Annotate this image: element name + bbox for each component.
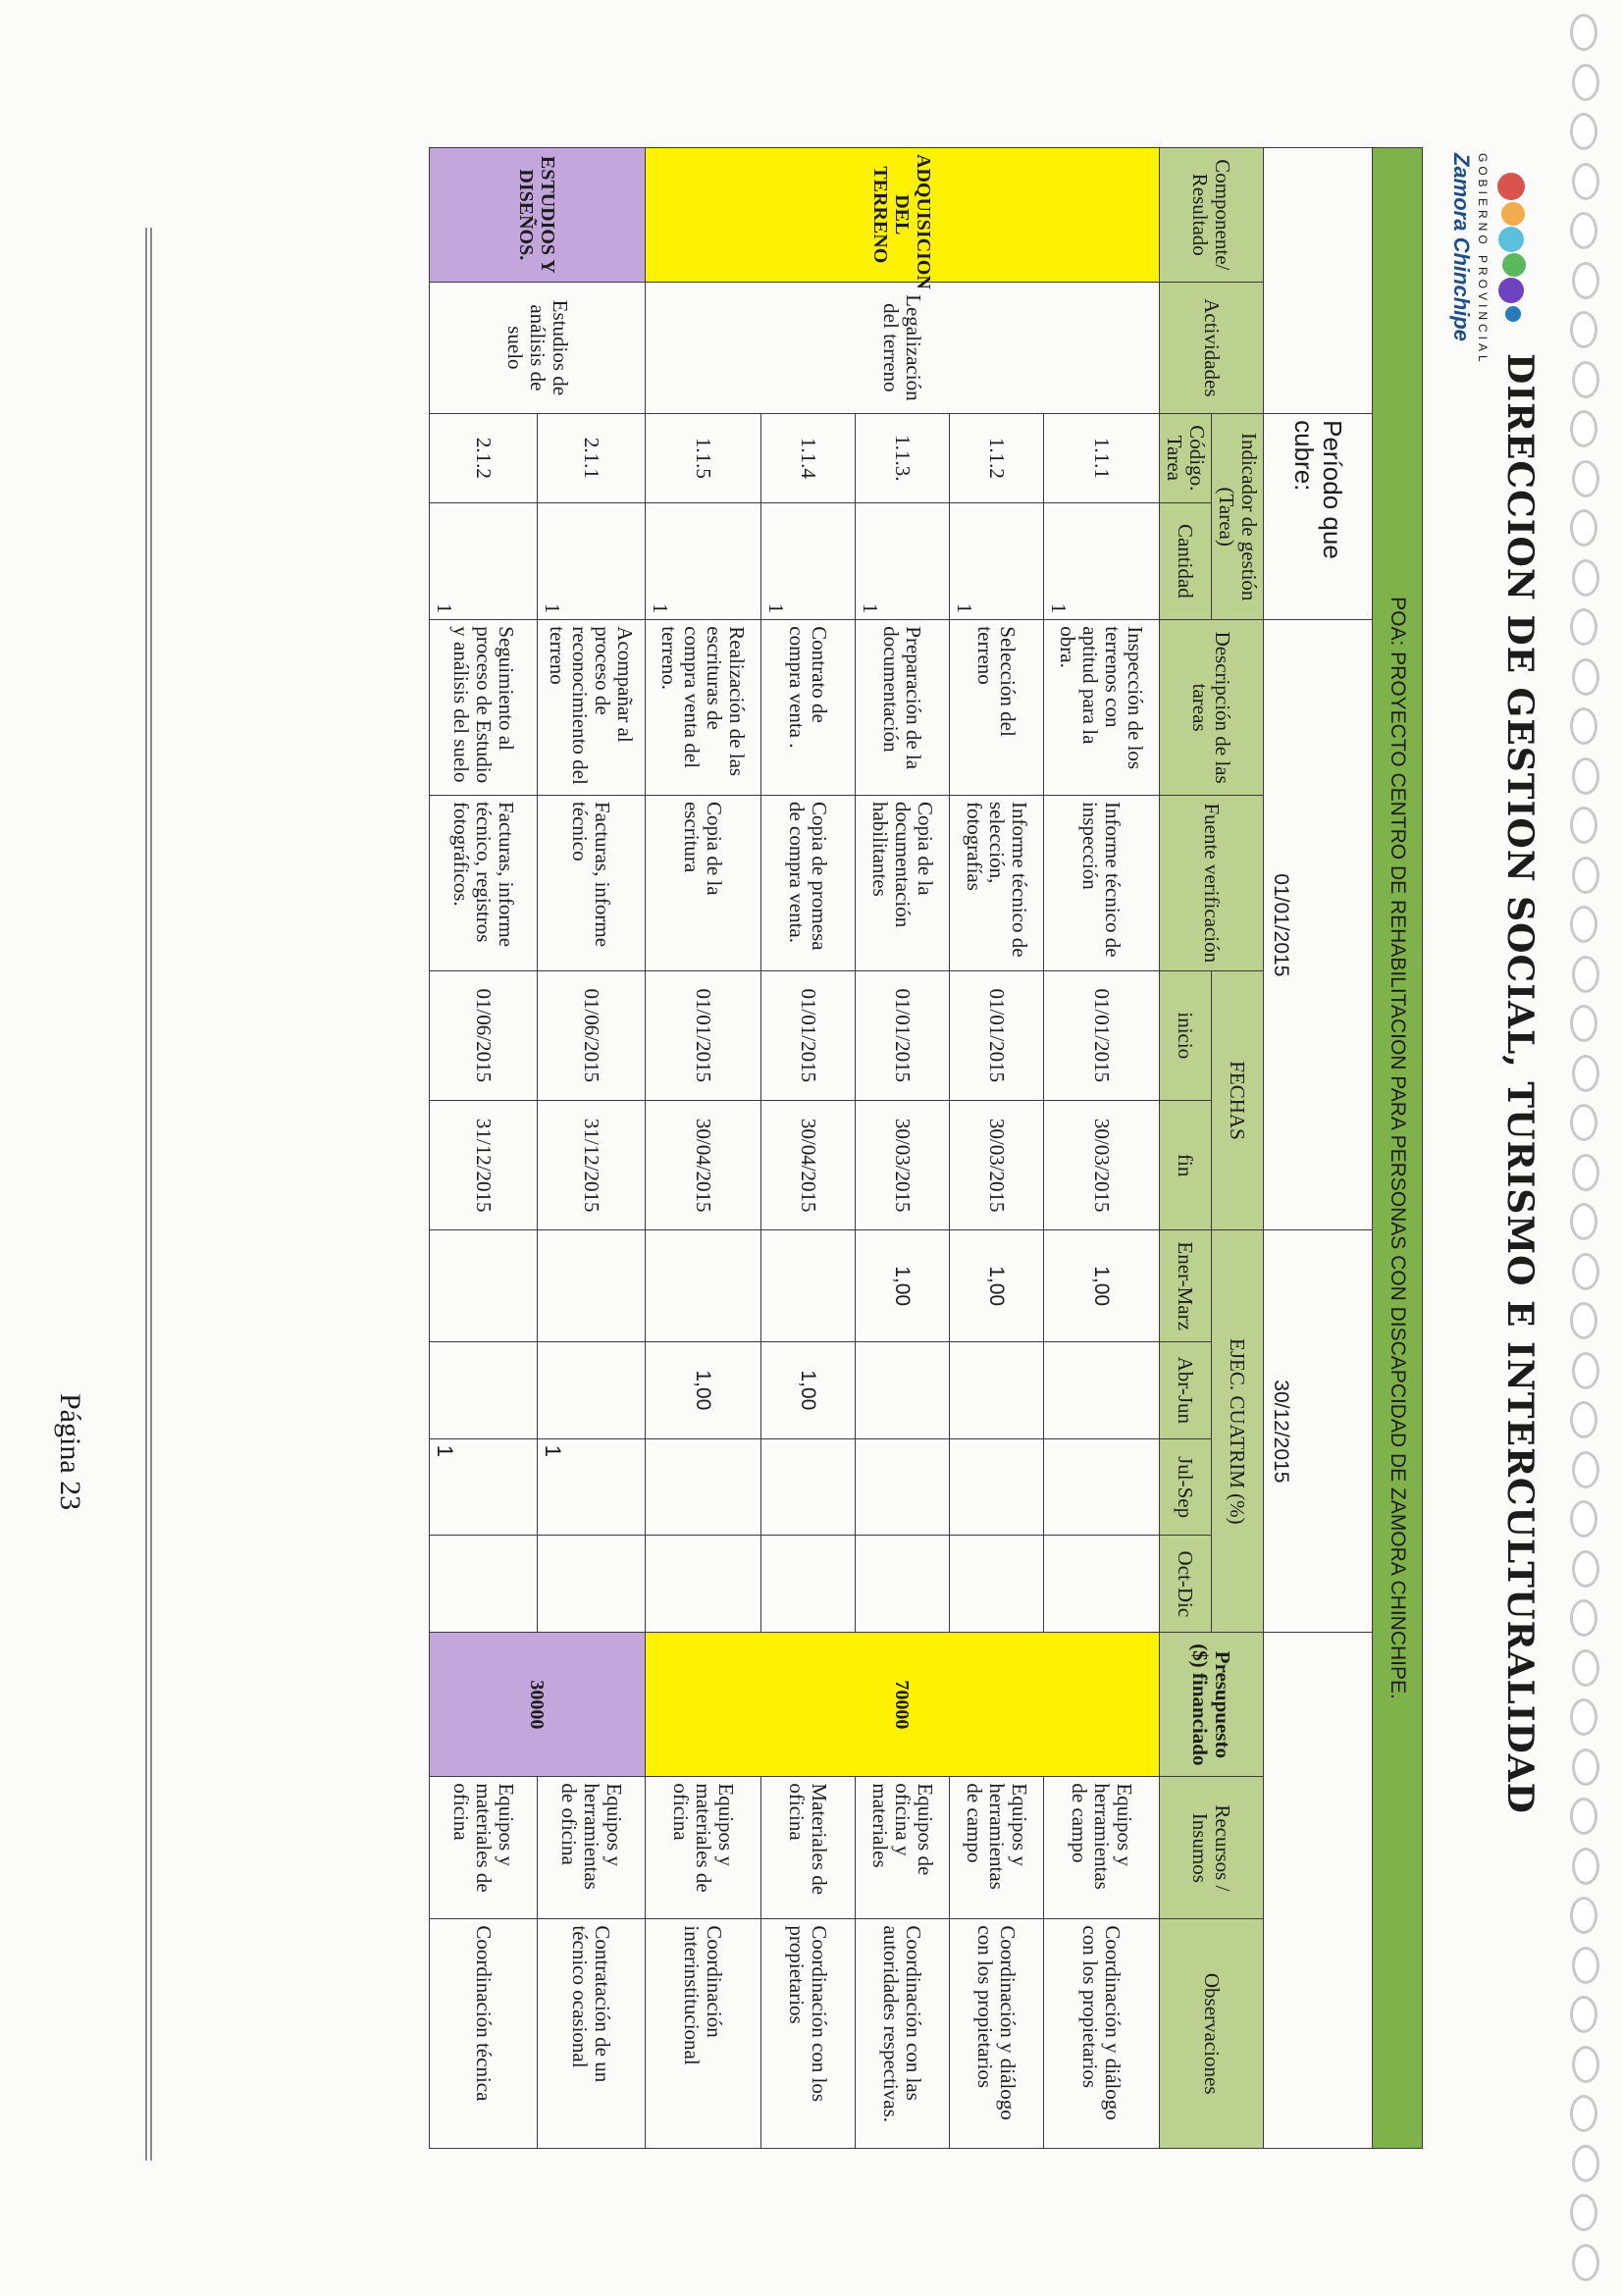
descripcion-cell: Inspección de los terrenos con aptitud para la obra.: [1043, 620, 1159, 796]
ejec-q1-cell: [429, 1230, 537, 1342]
binding-hole: [1572, 658, 1599, 696]
presupuesto-cell: 70000: [645, 1633, 1159, 1777]
col-observaciones: Observaciones: [1159, 1919, 1263, 2149]
descripcion-cell: Acompañar al proceso de reconocimiento del terreno: [537, 620, 645, 796]
col-q4: Oct-Dic: [1159, 1536, 1211, 1633]
col-q1: Ener-Marz: [1159, 1230, 1211, 1342]
table-row: [429, 148, 537, 2149]
cantidad-cell: 1: [949, 502, 1043, 620]
observaciones-cell: Coordinación técnica: [429, 1919, 537, 2149]
fin-cell: 31/12/2015: [537, 1101, 645, 1230]
actividad-cell: Legalización del terreno: [645, 282, 1159, 414]
binding-hole: [1570, 311, 1597, 348]
ejec-q2-cell: [429, 1341, 537, 1438]
binding-hole: [1570, 1104, 1597, 1141]
descripcion-cell: Preparación de la documentación: [855, 620, 949, 796]
descripcion-cell: Selección del terreno: [949, 620, 1043, 796]
binding-hole: [1572, 1947, 1599, 1984]
col-ejec: EJEC. CUATRIM (%): [1211, 1230, 1263, 1633]
fuente-cell: Copia de promesa de compra venta.: [760, 795, 855, 970]
col-actividades: Actividades: [1159, 282, 1263, 414]
observaciones-cell: Coordinación y diálogo con los propietarios: [949, 1919, 1043, 2149]
fin-cell: 30/04/2015: [645, 1101, 760, 1230]
binding-hole: [1570, 1005, 1597, 1042]
col-inicio: inicio: [1159, 970, 1211, 1100]
fuente-cell: Facturas, informe técnico, registros fotográficos.: [429, 795, 537, 970]
cantidad-cell: 1: [537, 502, 645, 620]
binding-hole: [1570, 1996, 1597, 2033]
binding-hole: [1572, 1055, 1599, 1092]
ejec-q3-cell: 1: [537, 1438, 645, 1536]
binding-hole: [1572, 956, 1599, 993]
period-end: 30/12/2015: [1264, 1230, 1373, 1633]
binding-hole: [1572, 1550, 1599, 1588]
binding-hole: [1572, 2244, 1599, 2281]
logo-art-icon: [1493, 167, 1531, 324]
fuente-cell: Copia de la escritura: [645, 795, 760, 970]
department-title: DIRECCION DE GESTION SOCIAL, TURISMO E INTERCULTURALIDAD: [1499, 353, 1541, 1814]
ejec-q2-cell: [855, 1341, 949, 1438]
recursos-cell: Equipos y herramientas de campo: [949, 1777, 1043, 1919]
ejec-q4-cell: [537, 1536, 645, 1633]
binding-hole: [1570, 2095, 1597, 2132]
binding-hole: [1572, 1154, 1599, 1191]
table-row: [1043, 148, 1159, 2149]
ejec-q1-cell: [760, 1230, 855, 1342]
col-fin: fin: [1159, 1101, 1211, 1230]
binding-hole: [1570, 1401, 1597, 1438]
binding-hole: [1570, 2194, 1597, 2231]
codigo-cell: 2.1.2: [429, 414, 537, 502]
col-cantidad: Cantidad: [1159, 502, 1211, 620]
fin-cell: 30/03/2015: [949, 1101, 1043, 1230]
binding-hole: [1572, 1649, 1599, 1687]
observaciones-cell: Coordinación con los propietarios: [760, 1919, 855, 2149]
binding-hole: [1570, 1203, 1597, 1240]
col-q2: Abr-Jun: [1159, 1341, 1211, 1438]
binding-hole: [1572, 757, 1599, 795]
logo-caption: GOBIERNO PROVINCIAL: [1476, 153, 1490, 366]
rotated-content: [147, 147, 1541, 2149]
table-row: [537, 148, 645, 2149]
col-codigo: Código. Tarea: [1159, 414, 1211, 502]
codigo-cell: 2.1.1: [537, 414, 645, 502]
binding-hole: [1572, 1848, 1599, 1885]
recursos-cell: Equipos y materiales de oficina: [645, 1777, 760, 1919]
provincial-logo: [1442, 147, 1531, 366]
fuente-cell: Facturas, informe técnico: [537, 795, 645, 970]
binding-hole: [1570, 14, 1597, 51]
observaciones-cell: Coordinación con las autoridades respectivas.: [855, 1919, 949, 2149]
table-row: [760, 148, 855, 2149]
logo-name: Zamora Chinchipe: [1449, 153, 1474, 341]
ejec-q1-cell: 1,00: [1043, 1230, 1159, 1342]
presupuesto-cell: 30000: [429, 1633, 645, 1777]
observaciones-cell: Contratación de un técnico ocasional: [537, 1919, 645, 2149]
binding-hole: [1572, 857, 1599, 894]
poa-table: [429, 147, 1423, 2149]
binding-hole: [1570, 707, 1597, 745]
recursos-cell: Materiales de oficina: [760, 1777, 855, 1919]
period-blank-right: [1264, 1633, 1373, 2149]
binding-hole: [1572, 1253, 1599, 1290]
inicio-cell: 01/01/2015: [645, 970, 760, 1100]
ejec-q3-cell: 1: [429, 1438, 537, 1536]
col-q3: Jul-Sep: [1159, 1438, 1211, 1536]
fin-cell: 31/12/2015: [429, 1101, 537, 1230]
binding-hole: [1570, 906, 1597, 943]
binding-hole: [1572, 361, 1599, 398]
ejec-q4-cell: [760, 1536, 855, 1633]
table-row: [855, 148, 949, 2149]
codigo-cell: 1.1.4: [760, 414, 855, 502]
ejec-q2-cell: [1043, 1341, 1159, 1438]
fin-cell: 30/03/2015: [855, 1101, 949, 1230]
ejec-q2-cell: [537, 1341, 645, 1438]
col-presupuesto: Presupuesto ($) financiado: [1159, 1633, 1263, 1777]
cantidad-cell: 1: [645, 502, 760, 620]
codigo-cell: 1.1.1: [1043, 414, 1159, 502]
binding-hole: [1572, 559, 1599, 597]
inicio-cell: 01/01/2015: [760, 970, 855, 1100]
recursos-cell: Equipos de oficina y materiales: [855, 1777, 949, 1919]
fuente-cell: Informe técnico de inspección: [1043, 795, 1159, 970]
col-descripcion: Descripción de las tareas: [1159, 620, 1263, 796]
spiral-binding: [1560, 0, 1623, 2296]
fin-cell: 30/04/2015: [760, 1101, 855, 1230]
col-fuente: Fuente verificación: [1159, 795, 1263, 970]
binding-hole: [1570, 212, 1597, 249]
fuente-cell: Copia de la documentación habilitantes: [855, 795, 949, 970]
binding-hole: [1570, 807, 1597, 844]
poa-title: POA: PROYECTO CENTRO DE REHABILITACION PARA PERSONAS CON DISCAPCIDAD DE ZAMORA CHINCHIPE.: [1373, 148, 1423, 2149]
binding-hole: [1570, 1302, 1597, 1339]
binding-hole: [1570, 1698, 1597, 1736]
inicio-cell: 01/01/2015: [1043, 970, 1159, 1100]
binding-hole: [1572, 262, 1599, 299]
ejec-q4-cell: [645, 1536, 760, 1633]
ejec-q3-cell: [1043, 1438, 1159, 1536]
binding-hole: [1572, 2145, 1599, 2182]
page-number: Página 23: [54, 1393, 86, 1511]
binding-hole: [1572, 1451, 1599, 1488]
cantidad-cell: 1: [855, 502, 949, 620]
binding-hole: [1570, 1599, 1597, 1637]
ejec-q1-cell: [645, 1230, 760, 1342]
ejec-q4-cell: [949, 1536, 1043, 1633]
period-start: 01/01/2015: [1264, 620, 1373, 1230]
binding-hole: [1570, 410, 1597, 447]
inicio-cell: 01/01/2015: [949, 970, 1043, 1100]
ejec-q3-cell: [855, 1438, 949, 1536]
ejec-q3-cell: [949, 1438, 1043, 1536]
col-recursos: Recursos / Insumos: [1159, 1777, 1263, 1919]
ejec-q2-cell: 1,00: [645, 1341, 760, 1438]
binding-hole: [1570, 113, 1597, 150]
binding-hole: [1570, 509, 1597, 547]
inicio-cell: 01/01/2015: [855, 970, 949, 1100]
ejec-q4-cell: [855, 1536, 949, 1633]
fin-cell: 30/03/2015: [1043, 1101, 1159, 1230]
binding-hole: [1572, 1352, 1599, 1389]
fuente-cell: Informe técnico de selección, fotografías: [949, 795, 1043, 970]
table-row: [645, 148, 760, 2149]
binding-hole: [1572, 460, 1599, 497]
codigo-cell: 1.1.2: [949, 414, 1043, 502]
componente-cell: ADQUISICION DEL TERRENO: [645, 148, 1159, 283]
ejec-q3-cell: [645, 1438, 760, 1536]
binding-hole: [1570, 608, 1597, 646]
cantidad-cell: 1: [760, 502, 855, 620]
period-label: Período que cubre:: [1264, 414, 1373, 620]
observaciones-cell: Coordinación y diálogo con los propietarios: [1043, 1919, 1159, 2149]
descripcion-cell: Realización de las escrituras de compra venta del terreno.: [645, 620, 760, 796]
ejec-q3-cell: [760, 1438, 855, 1536]
period-blank: [1264, 148, 1373, 414]
cantidad-cell: 1: [429, 502, 537, 620]
ejec-q1-cell: 1,00: [855, 1230, 949, 1342]
descripcion-cell: Contrato de compra venta .: [760, 620, 855, 796]
observaciones-cell: Coordinación interinstitucional: [645, 1919, 760, 2149]
recursos-cell: Equipos y materiales de oficina: [429, 1777, 537, 1919]
recursos-cell: Equipos y herramientas de oficina: [537, 1777, 645, 1919]
ejec-q2-cell: 1,00: [760, 1341, 855, 1438]
ejec-q4-cell: [429, 1536, 537, 1633]
binding-hole: [1570, 1798, 1597, 1835]
binding-hole: [1570, 1897, 1597, 1934]
codigo-cell: 1.1.5: [645, 414, 760, 502]
inicio-cell: 01/06/2015: [537, 970, 645, 1100]
col-indicador: Indicador de gestión (Tarea): [1211, 414, 1263, 620]
binding-hole: [1572, 163, 1599, 200]
descripcion-cell: Seguimiento al proceso de Estudio y análisis del suelo: [429, 620, 537, 796]
binding-hole: [1572, 1748, 1599, 1786]
col-componente: Componente/ Resultado: [1159, 148, 1263, 283]
table-row: [949, 148, 1043, 2149]
cantidad-cell: 1: [1043, 502, 1159, 620]
col-fechas: FECHAS: [1211, 970, 1263, 1230]
recursos-cell: Equipos y herramientas de campo: [1043, 1777, 1159, 1919]
codigo-cell: 1.1.3.: [855, 414, 949, 502]
binding-hole: [1572, 2046, 1599, 2083]
binding-hole: [1572, 64, 1599, 101]
actividad-cell: Estudios de análisis de suelo: [429, 282, 645, 414]
ejec-q1-cell: 1,00: [949, 1230, 1043, 1342]
ejec-q1-cell: [537, 1230, 645, 1342]
ejec-q2-cell: [949, 1341, 1043, 1438]
componente-cell: ESTUDIOS Y DISEÑOS.: [429, 148, 645, 283]
binding-hole: [1570, 1500, 1597, 1538]
inicio-cell: 01/06/2015: [429, 970, 537, 1100]
ejec-q4-cell: [1043, 1536, 1159, 1633]
